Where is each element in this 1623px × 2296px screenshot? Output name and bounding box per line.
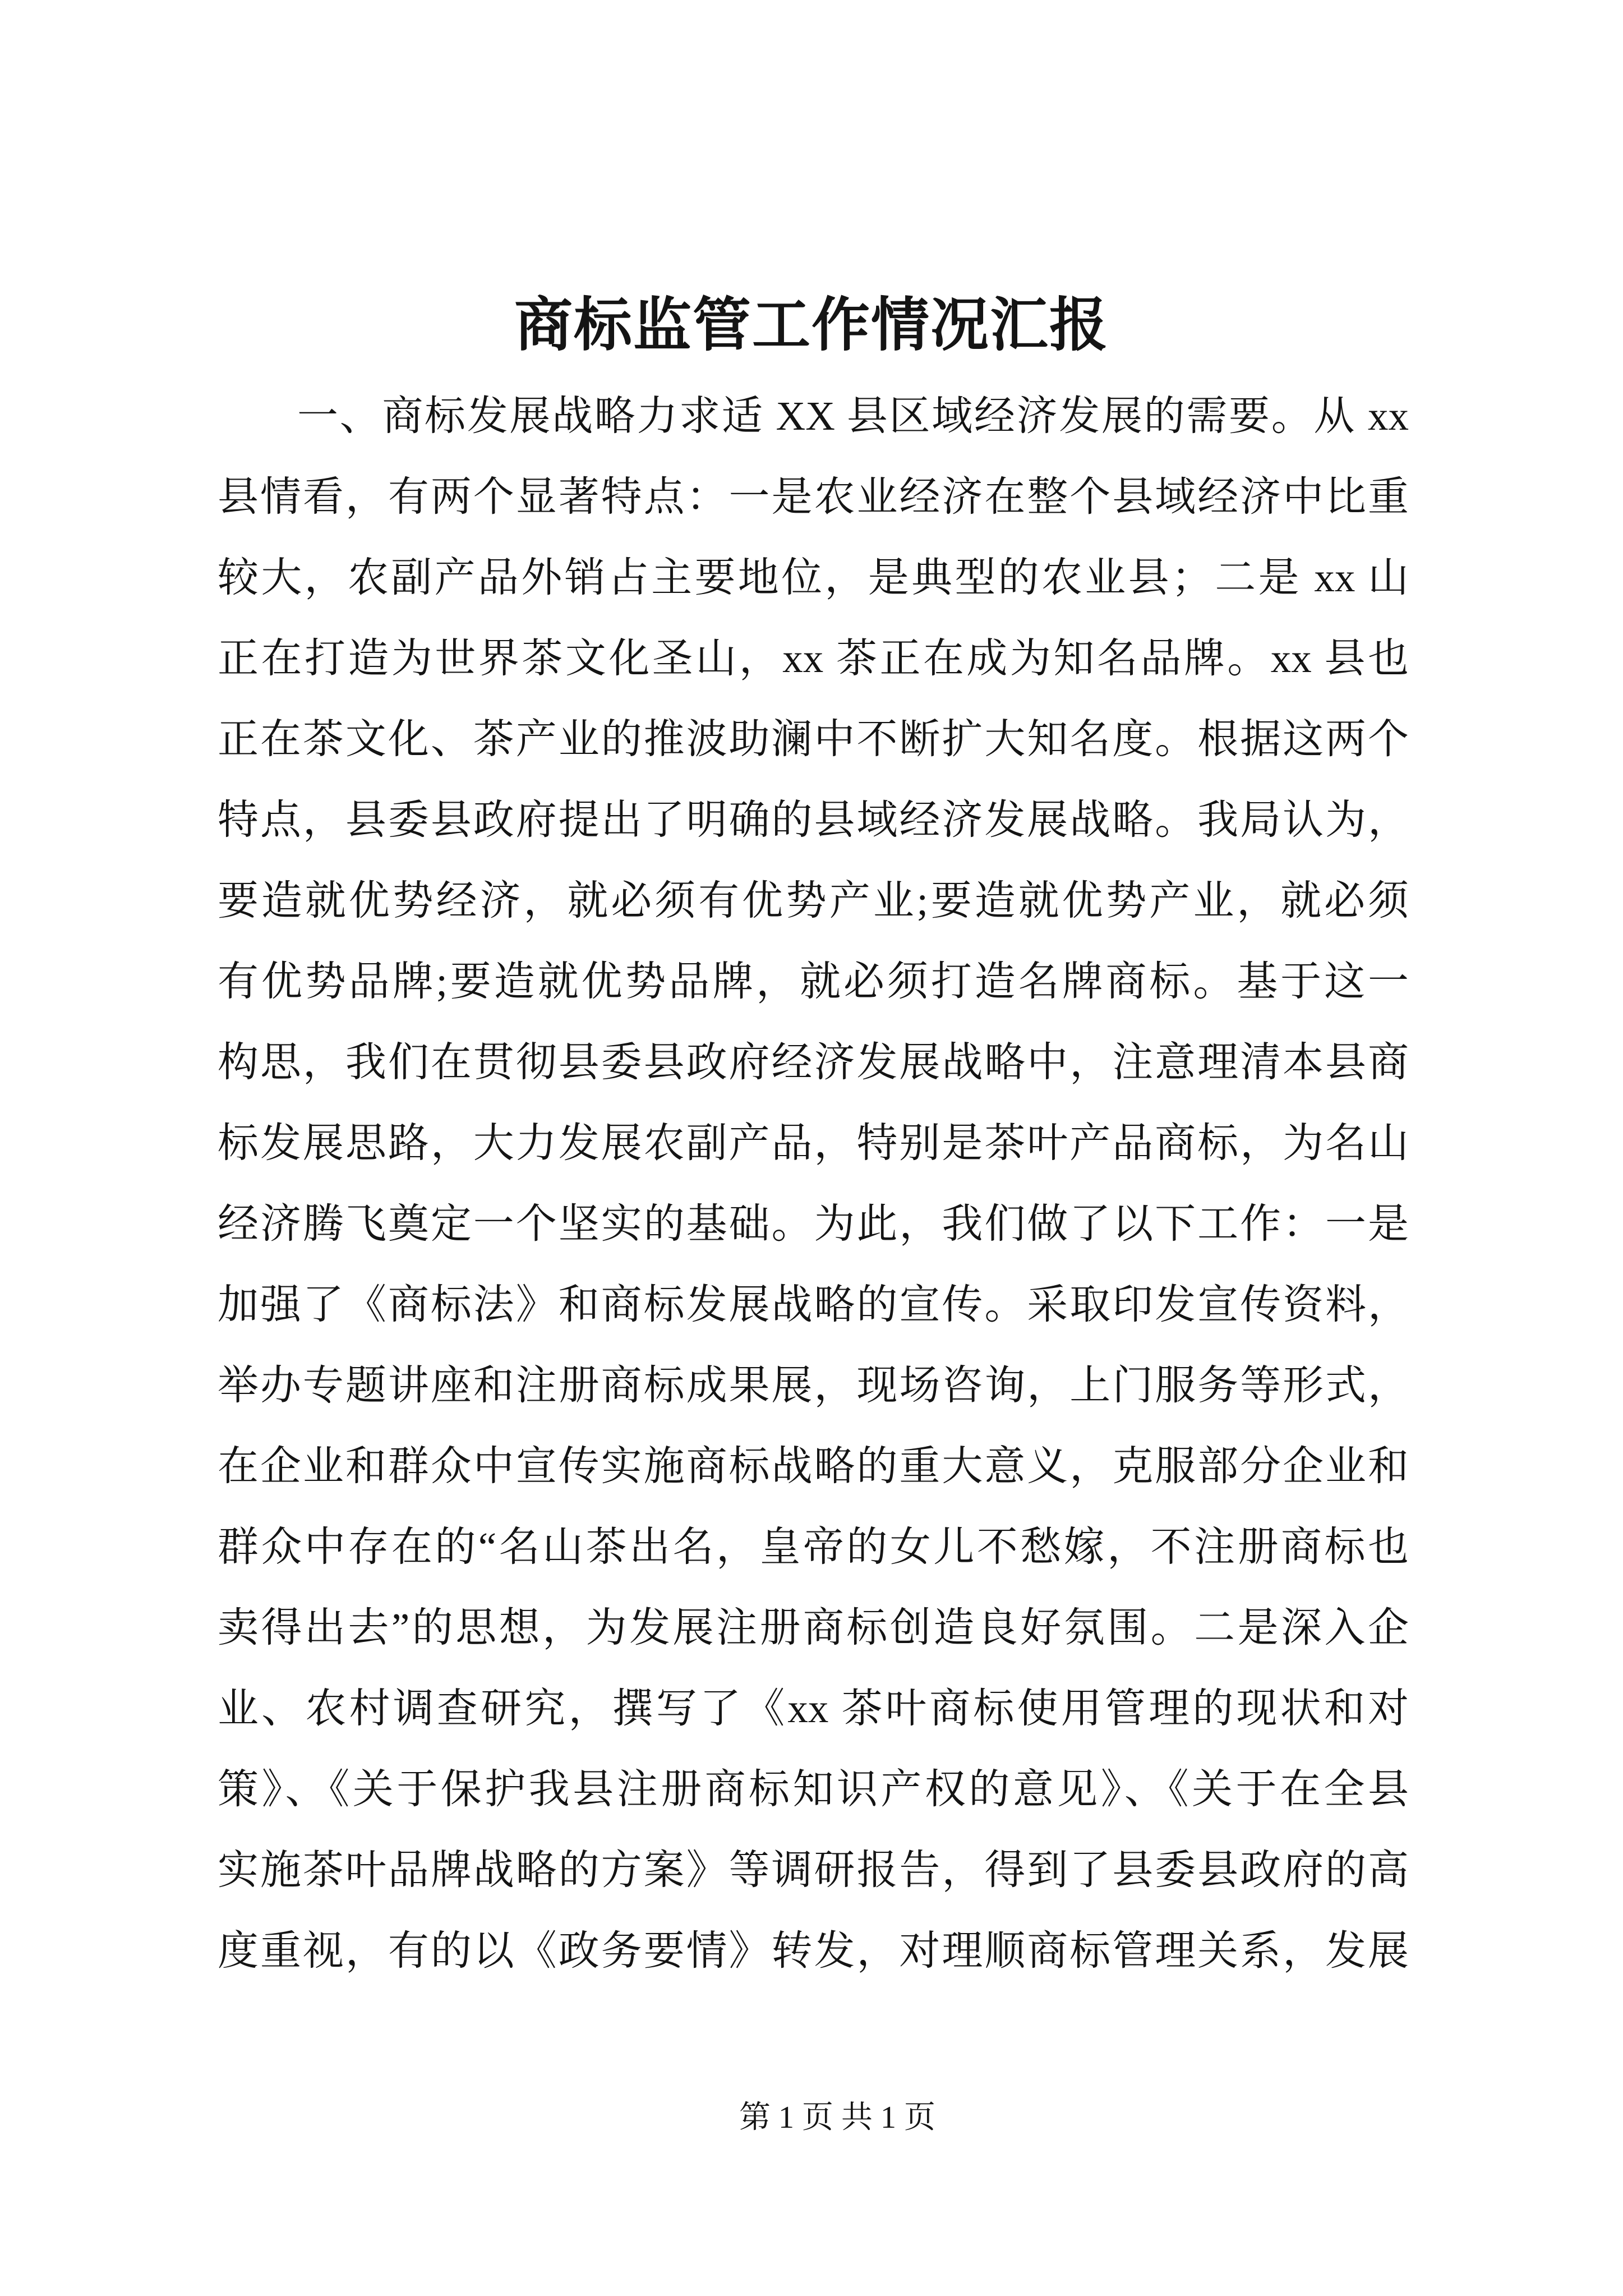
body-line: 一、商标发展战略力求适 XX 县区域经济发展的需要。从 xx (297, 393, 1409, 439)
body-line: 在企业和群众中宣传实施商标战略的重大意义，克服部分企业和 (218, 1443, 1409, 1489)
body-line: 经济腾飞奠定一个坚实的基础。为此，我们做了以下工作：一是 (218, 1201, 1409, 1246)
document-body (218, 376, 1409, 1991)
body-line: 业、农村调查研究，撰写了《xx 茶叶商标使用管理的现状和对 (218, 1686, 1409, 1731)
body-line: 策》、《关于保护我县注册商标知识产权的意见》、《关于在全县 (218, 1766, 1409, 1812)
document-title: 商标监管工作情况汇报 (514, 293, 1109, 358)
page-number-footer: 第 1 页 共 1 页 (739, 2100, 935, 2135)
body-line: 县情看，有两个显著特点：一是农业经济在整个县域经济中比重 (218, 474, 1409, 519)
body-line: 正在茶文化、茶产业的推波助澜中不断扩大知名度。根据这两个 (218, 716, 1409, 762)
body-line: 举办专题讲座和注册商标成果展，现场咨询，上门服务等形式， (218, 1363, 1409, 1408)
body-line: 构思，我们在贯彻县委县政府经济发展战略中，注意理清本县商 (218, 1039, 1409, 1085)
body-line: 度重视，有的以《政务要情》转发，对理顺商标管理关系，发展 (218, 1928, 1409, 1973)
body-line: 实施茶叶品牌战略的方案》等调研报告，得到了县委县政府的高 (218, 1847, 1409, 1893)
body-line: 标发展思路，大力发展农副产品，特别是茶叶产品商标，为名山 (218, 1120, 1409, 1166)
body-line: 有优势品牌;要造就优势品牌，就必须打造名牌商标。基于这一 (218, 959, 1409, 1004)
body-line: 群众中存在的“名山茶出名，皇帝的女儿不愁嫁，不注册商标也 (218, 1524, 1409, 1570)
body-line: 要造就优势经济，就必须有优势产业;要造就优势产业，就必须 (218, 878, 1409, 923)
body-line: 特点，县委县政府提出了明确的县域经济发展战略。我局认为， (218, 797, 1409, 843)
body-line: 较大，农副产品外销占主要地位，是典型的农业县；二是 xx 山 (218, 555, 1409, 600)
body-line: 正在打造为世界茶文化圣山，xx 茶正在成为知名品牌。xx 县也 (218, 636, 1409, 681)
body-line: 卖得出去”的思想，为发展注册商标创造良好氛围。二是深入企 (218, 1605, 1409, 1650)
body-line: 加强了《商标法》和商标发展战略的宣传。采取印发宣传资料， (218, 1282, 1409, 1327)
